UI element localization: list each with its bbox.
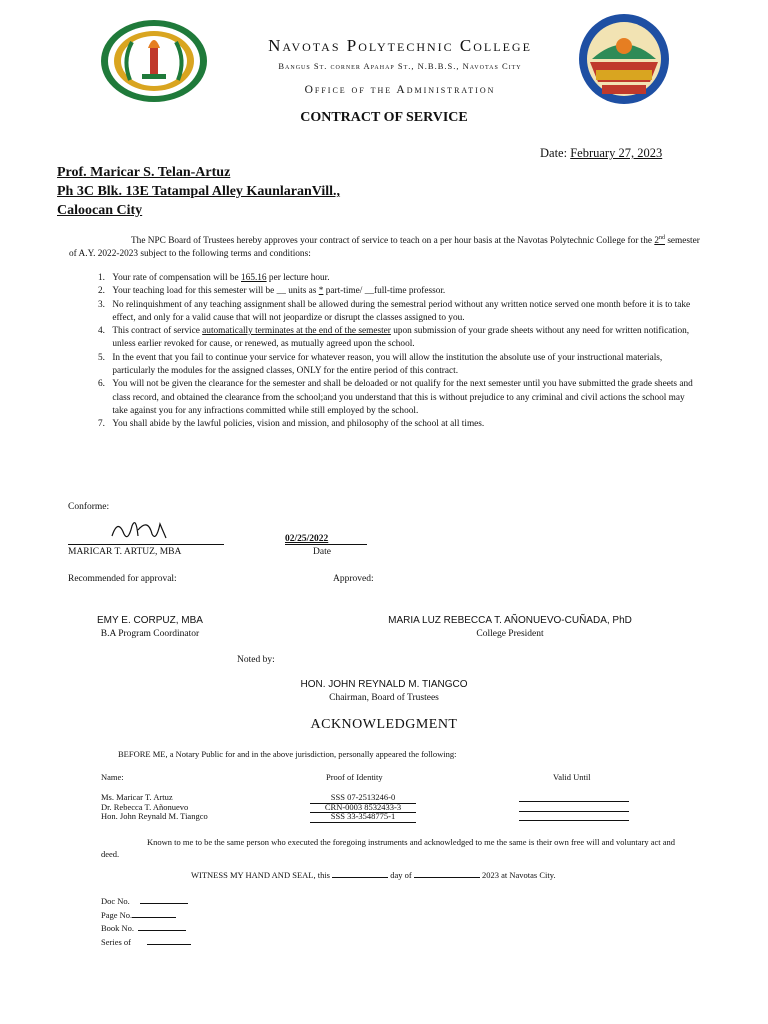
addressee-city: Caloocan City [57, 203, 143, 218]
conforme-date-value: 02/25/2022 [285, 534, 329, 544]
college-address: Bangus St. corner Apahap St., N.B.B.S., Navotas City [278, 61, 522, 71]
contract-date [540, 146, 662, 161]
proof-of-identity: CRN-0003 8532433-3 [310, 803, 416, 814]
proof-of-identity: SSS 33-3548775-1 [310, 812, 416, 823]
term-item [98, 272, 698, 285]
term-text: Your rate of compensation will be 165.16 per lecture hour. [112, 273, 330, 283]
recommended-label: Recommended for approval: [68, 574, 177, 584]
term-text: No relinquishment of any teaching assignment shall be allowed during the semestral period without any written notice served one month before it is to take effect, and only for a valid cause that will not jeopardize or disrupt the classes assigned to you. [112, 299, 691, 323]
coordinator-name: EMY E. CORPUZ, MBA [97, 615, 203, 626]
term-number: 4. [98, 326, 105, 337]
intro-paragraph: The NPC Board of Trustees hereby approves your contract of service to teach on a per hour basis at the Navotas Polytechnic College for the 2nd semester of A.Y. 2022-2023 subject to the following terms and conditions: [69, 235, 700, 260]
col-proof-header: Proof of Identity [326, 772, 383, 782]
college-name: Navotas Polytechnic College [268, 36, 532, 55]
page-no-line: Page No. [101, 908, 191, 922]
term-number: 5. [98, 352, 105, 363]
addressee-address-line: Ph 3C Blk. 13E Tatampal Alley KaunlaranVill., [57, 184, 341, 199]
term-item [98, 325, 698, 352]
col-valid-header: Valid Until [553, 772, 591, 782]
chair-title: Chairman, Board of Trustees [329, 693, 439, 703]
date-value: February 27, 2023 [570, 146, 663, 160]
series-of-line: Series of [101, 935, 191, 949]
date-label: Date: [540, 146, 568, 160]
term-text: You shall abide by the lawful policies, vision and mission, and philosophy of the school at all times. [112, 419, 485, 430]
term-number: 1. [98, 273, 105, 283]
term-text: You will not be given the clearance for the semester and shall be deloaded or not qualify for the next semester until you have submitted the grade sheets and class record, and obtained the clearance from the school;and you understand that this is without prejudice to any criminal and civil actions the school may take against you for any infractions committed while still employed by the school. [112, 379, 693, 416]
president-title: College President [476, 629, 544, 639]
term-text: This contract of service automatically terminates at the end of the semester upon submission of your grade sheets without any need for written notification, unless earlier revoked for cause, or renewed, as mutually agreed upon the school. [112, 326, 690, 350]
office-name: Office of the Administration [304, 84, 496, 96]
document-title: CONTRACT OF SERVICE [300, 110, 468, 125]
term-number: 7. [98, 419, 105, 430]
term-item [98, 378, 698, 418]
noted-label: Noted by: [237, 655, 275, 665]
notary-register [101, 894, 191, 948]
term-number: 6. [98, 379, 105, 390]
term-number: 2. [98, 286, 105, 297]
coordinator-title: B.A Program Coordinator [100, 629, 200, 639]
person-name: Hon. John Reynald M. Tiangco [101, 811, 208, 821]
person-name: Dr. Rebecca T. Añonuevo [101, 801, 189, 812]
book-no-line: Book No. [101, 921, 191, 935]
valid-until-blank [519, 793, 629, 802]
conforme-name: MARICAR T. ARTUZ, MBA [68, 547, 182, 557]
left-college-seal [98, 18, 210, 104]
term-item [98, 352, 698, 379]
term-number: 3. [98, 299, 105, 310]
person-name: Ms. Maricar T. Artuz [101, 792, 173, 802]
term-item [98, 285, 698, 298]
approved-label: Approved: [333, 574, 374, 584]
acknowledgment-known: Known to me to be the same person who executed the foregoing instruments and acknowledged to me the same is their own free will and voluntary act and deed. [101, 837, 676, 859]
witness-line: WITNESS MY HAND AND SEAL, this day of 2023 at Navotas City. [191, 870, 556, 880]
conforme-date-line [285, 544, 367, 545]
term-text: Your teaching load for this semester will be __ units as * part-time/ __full-time professor. [112, 286, 446, 297]
acknowledgment-title: ACKNOWLEDGMENT [310, 717, 458, 732]
conforme-label: Conforme: [68, 502, 110, 512]
conforme-date-label: Date [313, 547, 331, 557]
president-name: MARIA LUZ REBECCA T. AÑONUEVO-CUÑADA, PhD [388, 615, 632, 626]
acknowledgment-row [101, 812, 641, 822]
term-text: In the event that you fail to continue your service for whatever reason, you will allow the institution the absolute use of your instructional materials, particularly the modules for the assigned classes, ONLY for the entire period of this contract. [112, 352, 663, 377]
addressee-name: Prof. Maricar S. Telan-Artuz [57, 165, 231, 180]
term-item [98, 299, 698, 326]
acknowledgment-intro: BEFORE ME, a Notary Public for and in the above jurisdiction, personally appeared the following: [118, 749, 457, 759]
valid-until-blank [519, 812, 629, 821]
doc-no-line: Doc No. [101, 894, 191, 908]
col-name-header: Name: [101, 772, 124, 782]
proof-of-identity: SSS 07-2513246-0 [310, 793, 416, 804]
acknowledgment-table [101, 793, 641, 822]
terms-list [98, 272, 698, 432]
chair-name: HON. JOHN REYNALD M. TIANGCO [300, 679, 468, 690]
valid-until-blank [519, 803, 629, 812]
term-item [98, 418, 698, 431]
conforme-signature-line [68, 544, 224, 545]
